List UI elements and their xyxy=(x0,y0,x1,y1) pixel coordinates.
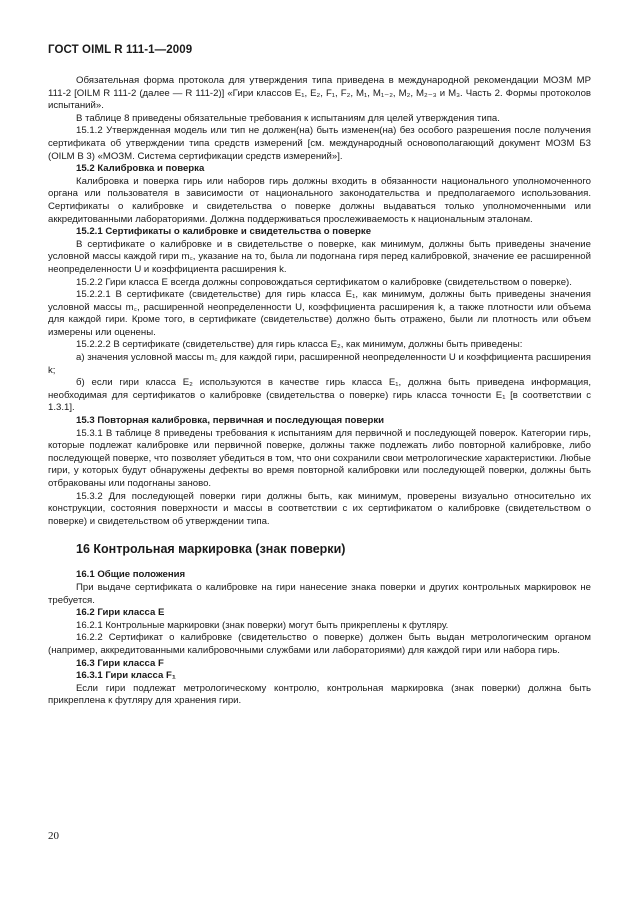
paragraph-16-2-2: 16.2.2 Сертификат о калибровке (свидетельство о поверке) должен быть выдан метрологическим органом (например, аккредитованными калибровочными службами или лабораториями) для каждой гири или набора гирь. xyxy=(48,632,591,656)
paragraph-16-1: При выдаче сертификата о калибровке на гири нанесение знака поверки и других контрольных маркировок не требуется. xyxy=(48,581,591,606)
document-page xyxy=(48,44,591,708)
heading-16-3-1: 16.3.1 Гири класса F₁ xyxy=(76,670,176,682)
heading-15-2: 15.2 Калибровка и поверка xyxy=(76,163,205,175)
paragraph-15-3-1: 15.3.1 В таблице 8 приведены требования к испытаниям для первичной и последующей поверок. Категории гирь, которые подлежат калибровке или первичной поверке, должны также подлежать либо повторной калибровке, либо последующей поверке, что позволяет убедиться в том, что они сохранили свои метрологические характеристики. Любые гири, у которых будут обнаружены дефекты во время повторной калибровки или последующей поверки, должны быть отбракованы или подогнаны заново. xyxy=(48,427,591,489)
paragraph-type-approval-form: Обязательная форма протокола для утверждения типа приведена в международной рекомендации МОЗМ МР 111-2 [OILM R 111-2 (далее — R 111-2)] «Гири классов Е₁, Е₂, F₁, F₂, М₁, М₁₋₂, М₂, М₂₋₃ и М₃. Часть 2. Формы протоколов испытаний». xyxy=(48,75,591,112)
paragraph-15-3-2: 15.3.2 Для последующей поверки гири должны быть, как минимум, проверены визуально относительно их конструкции, состояния поверхности и массы в соответствии с их сертификатом о калибровке (свидетельством о поверке) и свидетельством об утверждении типа. xyxy=(48,490,591,527)
paragraph-certificates-content: В сертификате о калибровке и в свидетельстве о поверке, как минимум, должны быть приведены значение условной массы каждой гири m꜀, указание на то, была ли подогнана гиря перед калибровкой, значение ее расширенной неопределенности U и коэффициента расширения k. xyxy=(48,238,591,275)
heading-16-1: 16.1 Общие положения xyxy=(76,569,186,581)
heading-16-3: 16.3 Гири класса F xyxy=(76,657,164,669)
page-number: 20 xyxy=(48,830,59,842)
paragraph-15-1-2: 15.1.2 Утвержденная модель или тип не должен(на) быть изменен(на) без особого разрешения после получения сертификата об утверждении типа средств измерений [см. международный основополагающий документ МОЗМ Б3 (OILM B 3) «МОЗМ. Система сертификации средств измерений»]. xyxy=(48,125,591,162)
section-title-16: 16 Контрольная маркировка (знак поверки) xyxy=(76,542,346,557)
heading-15-2-1: 15.2.1 Сертификаты о калибровке и свидетельства о поверке xyxy=(76,226,372,238)
paragraph-table8-requirements: В таблице 8 приведены обязательные требования к испытаниям для целей утверждения типа. xyxy=(76,112,500,124)
paragraph-15-2-2: 15.2.2 Гири класса Е всегда должны сопровождаться сертификатом о калибровке (свидетельством о поверке). xyxy=(76,276,572,288)
paragraph-15-2-2-1: 15.2.2.1 В сертификате (свидетельстве) для гирь класса Е₁, как минимум, должны быть приведены значения условной массы m꜀, расширенной неопределенности U, коэффициента расширения k, а также плотности или объема для каждой гири. Кроме того, в сертификате (свидетельстве) должно быть отражено, были ли плотность или объем измерены или оценены. xyxy=(48,289,591,338)
paragraph-calibration-verification: Калибровка и поверка гирь или наборов гирь должны входить в обязанности национального уполномоченного органа или пользователя в зависимости от национального законодательства и предполагаемого использования. Сертификаты о калибровке и свидетельства о поверке должны выдаваться только уполномоченными или аккредитованными лабораториями. Должна поддерживаться прослеживаемость к национальным эталонам. xyxy=(48,175,591,225)
document-header: ГОСТ OIML R 111-1—2009 xyxy=(48,44,193,56)
paragraph-16-2-1: 16.2.1 Контрольные маркировки (знак поверки) могут быть прикреплены к футляру. xyxy=(76,619,449,631)
list-item-b: б) если гири класса Е₂ используются в качестве гирь класса Е₁, должна быть приведена информация, необходимая для сертификатов о калибровке (свидетельства о поверке) гирь класса точности Е₁ [в соответствии с 1.3.1]. xyxy=(48,377,591,414)
heading-16-2: 16.2 Гири класса Е xyxy=(76,607,165,619)
paragraph-16-3-1: Если гири подлежат метрологическому контролю, контрольная маркировка (знак поверки) должна быть прикреплена к футляру для хранения гири. xyxy=(48,682,591,707)
heading-15-3: 15.3 Повторная калибровка, первичная и последующая поверки xyxy=(76,415,385,427)
list-item-a: а) значения условной массы m꜀ для каждой гири, расширенной неопределенности U и коэффициента расширения k; xyxy=(48,352,591,376)
paragraph-15-2-2-2: 15.2.2.2 В сертификате (свидетельстве) для гирь класса Е₂, как минимум, должны быть приведены: xyxy=(76,339,523,351)
